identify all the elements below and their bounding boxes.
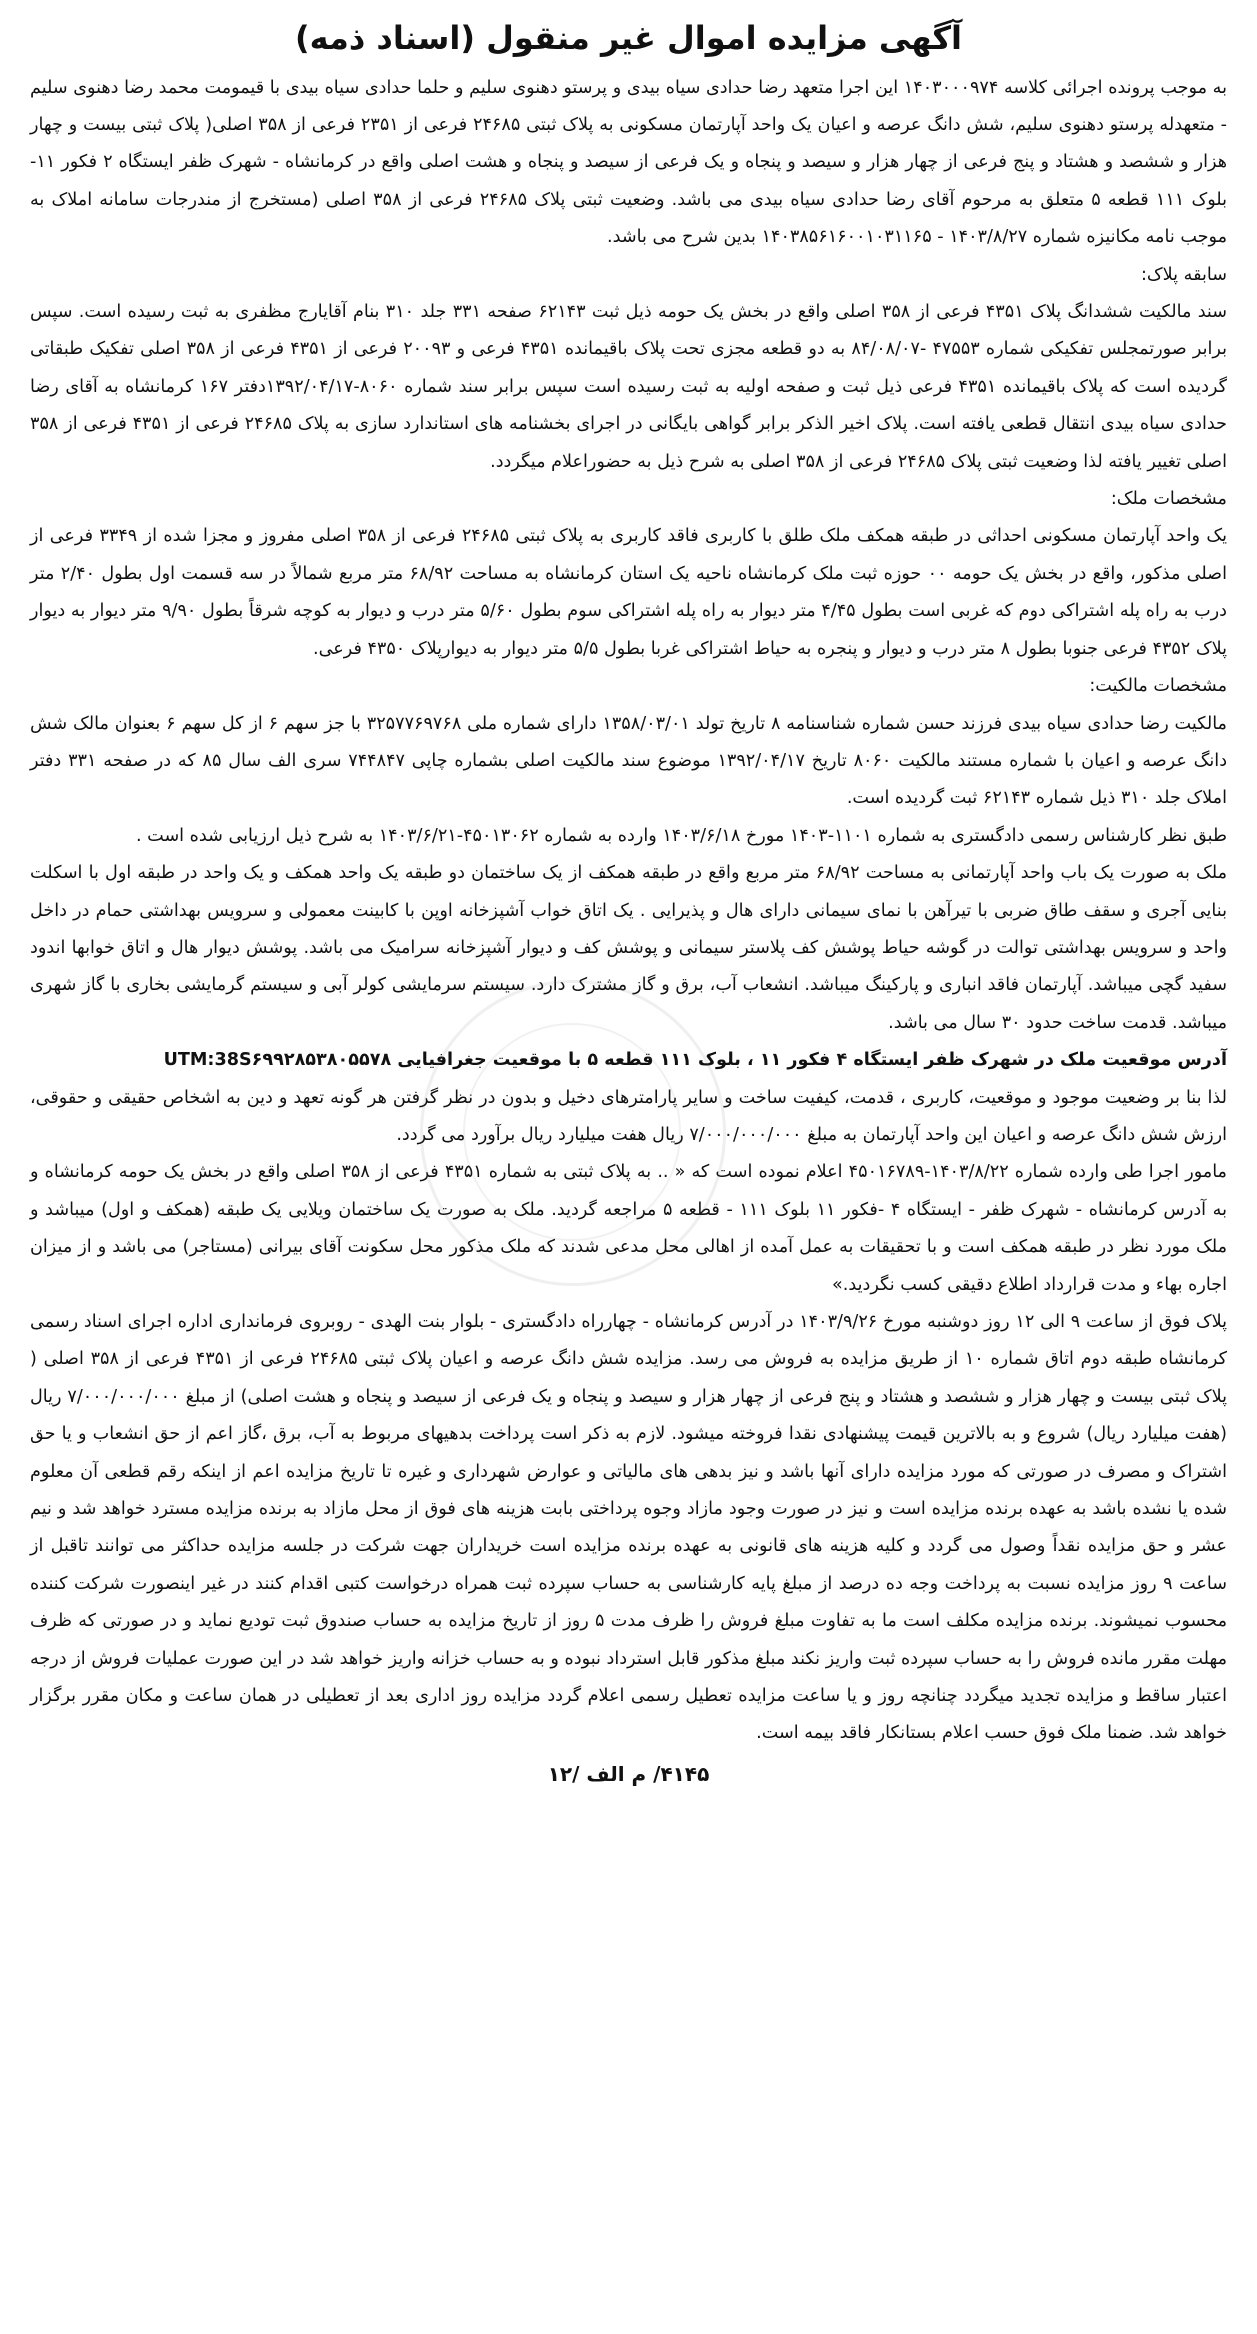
plate-history-paragraph: سند مالکیت ششدانگ پلاک ۴۳۵۱ فرعی از ۳۵۸ اصلی واقع در بخش یک حومه ذیل ثبت ۶۲۱۴۳ صفحه ۳۳۱ جلد ۳۱۰ بنام آقایارج مظفری به ثبت رسیده است. سپس برابر صورتمجلس تفکیکی شماره ۴۷۵۵۳ -۸۴/۰۸/۰۷ به دو قطعه مجزی تحت پلاک باقیمانده ۴۳۵۱ فرعی و ۲۰۰۹۳ فرعی از ۴۳۵۱ فرعی از ۳۵۸ اصلی تفکیک طبقاتی گردیده است که پلاک باقیمانده ۴۳۵۱ فرعی ذیل ثبت و صفحه اولیه به ثبت رسیده است سپس برابر سند شماره ۸۰۶۰-۱۳۹۲/۰۴/۱۷دفتر ۱۶۷ کرمانشاه به آقای رضا حدادی سیاه بیدی انتقال قطعی یافته است. پلاک اخیر الذکر برابر گواهی بایگانی در اجرای بخشنامه های استاندارد سازی به پلاک ۲۴۶۸۵ فرعی از ۴۳۵۱ فرعی از ۳۵۸ اصلی تغییر یافته لذا وضعیت ثبتی پلاک ۲۴۶۸۵ فرعی از ۳۵۸ اصلی به شرح ذیل به حضوراعلام میگردد. xyxy=(30,302,1227,472)
notice-reference-code: ۴۱۴۵/ م الف /۱۲ xyxy=(547,1761,710,1786)
plate-history-heading: سابقه پلاک: xyxy=(1141,264,1227,285)
notice-title: آگهی مزایده اموال غیر منقول (اسناد ذمه) xyxy=(295,19,962,57)
property-specs-paragraph: یک واحد آپارتمان مسکونی احداثی در طبقه همکف ملک طلق با کاربری فاقد کاربری به پلاک ثبتی ۲۴۶۸۵ فرعی از ۳۵۸ اصلی مفروز و مجزا شده از ۳۳۴۹ فرعی از اصلی مذکور، واقع در بخش یک حومه ۰۰ حوزه ثبت ملک کرمانشاه ناحیه یک استان کرمانشاه به مساحت ۶۸/۹۲ متر مربع شمالاً در سه قسمت اول بطول ۲/۴۰ متر درب به راه پله اشتراکی دوم که غربی است بطول ۴/۴۵ متر دیوار به راه پله اشتراکی سوم بطول ۵/۶۰ متر درب و دیوار به کوچه شرقاً بطول ۹/۹۰ متر دیوار به دیوار پلاک ۴۳۵۲ فرعی جنوبا بطول ۸ متر درب و دیوار و پنجره به حیاط اشتراکی غربا بطول ۵/۵ متر دیوار به دیوارپلاک ۴۳۵۰ فرعی. xyxy=(30,526,1227,659)
ownership-specs-paragraph: مالکیت رضا حدادی سیاه بیدی فرزند حسن شماره شناسنامه ۸ تاریخ تولد ۱۳۵۸/۰۳/۰۱ دارای شماره ملی ۳۲۵۷۷۶۹۷۶۸ با جز سهم ۶ از کل سهم ۶ بعنوان مالک شش دانگ عرصه و اعیان با شماره مستند مالکیت ۸۰۶۰ تاریخ ۱۳۹۲/۰۴/۱۷ موضوع سند مالکیت اصلی بشماره چاپی ۷۴۴۸۴۷ سری الف سال ۸۵ که در صفحه ۳۳۱ دفتر املاک جلد ۳۱۰ ذیل شماره ۶۲۱۴۳ ثبت گردیده است. xyxy=(30,713,1228,809)
property-description-paragraph: ملک به صورت یک باب واحد آپارتمانی به مساحت ۶۸/۹۲ متر مربع واقع در طبقه همکف از یک ساختمان دو طبقه یک واحد همکف و یک واحد در طبقه اول با اسکلت بنایی آجری و سقف طاق ضربی با تیرآهن با نمای سیمانی دارای هال و پذیرایی . یک اتاق خواب آشپزخانه اوپن با کابینت معمولی و سرویس بهداشتی حمام در داخل واحد و سرویس بهداشتی توالت در گوشه حیاط پوشش کف پلاستر سیمانی و پوشش کف و دیوار آشپزخانه سرامیک می باشد. پوشش دیوار هال و اتاق خوابها اندود سفید گچی میباشد. آپارتمان فاقد انباری و پارکینگ میباشد. انشعاب آب، برق و گاز مشترک دارد. سیستم سرمایشی کولر آبی و سیستم گرمایشی بخاری با گاز شهری میباشد. قدمت ساخت حدود ۳۰ سال می باشد. xyxy=(30,863,1228,1033)
property-address-line: آدرس موقعیت ملک در شهرک ظفر ایستگاه ۴ فکور ۱۱ ، بلوک ۱۱۱ قطعه ۵ با موقعیت جغرافیایی UTM:38S۶۹۹۲۸۵۳۸۰۵۵۷۸ xyxy=(163,1050,1227,1071)
intro-paragraph: به موجب پرونده اجرائی کلاسه ۱۴۰۳۰۰۰۹۷۴ این اجرا متعهد رضا حدادی سیاه بیدی و پرستو دهنوی سلیم و حلما حدادی سیاه بیدی با قیمومت محمد رضا دهنوی سلیم - متعهدله پرستو دهنوی سلیم، شش دانگ عرصه و اعیان یک واحد آپارتمان مسکونی به پلاک ثبتی ۲۴۶۸۵ فرعی از ۲۳۵۱ فرعی از ۳۵۸ اصلی( پلاک ثبتی بیست و چهار هزار و ششصد و هشتاد و پنج فرعی از چهار هزار و سیصد و پنجاه و یک فرعی از سیصد و پنجاه و هشت اصلی واقع در کرمانشاه - شهرک ظفر ایستگاه ۲ فکور ۱۱-بلوک ۱۱۱ قطعه ۵ متعلق به مرحوم آقای رضا حدادی سیاه بیدی می باشد. وضعیت ثبتی پلاک ۲۴۶۸۵ فرعی از ۳۵۸ اصلی (مستخرج از مندرجات سامانه املاک به موجب نامه مکانیزه شماره ۱۴۰۳/۸/۲۷ - ۱۴۰۳۸۵۶۱۶۰۰۱۰۳۱۱۶۵ بدین شرح می باشد. xyxy=(30,77,1228,248)
expert-opinion-paragraph: طبق نظر کارشناس رسمی دادگستری به شماره ۱۱۰۱-۱۴۰۳ مورخ ۱۴۰۳/۶/۱۸ وارده به شماره ۴۵۰۱۳۰۶۲-۱۴۰۳/۶/۲۱ به شرح ذیل ارزیابی شده است . xyxy=(135,825,1227,846)
enforcement-agent-report: مامور اجرا طی وارده شماره ۱۴۰۳/۸/۲۲-۴۵۰۱۶۷۸۹ اعلام نموده است که « .. به پلاک ثبتی به شماره ۴۳۵۱ فرعی از ۳۵۸ اصلی واقع در بخش یک حومه کرمانشاه و به آدرس کرمانشاه - شهرک ظفر - ایستگاه ۴ -فکور ۱۱ بلوک ۱۱۱ - قطعه ۵ مراجعه گردید. ملک به صورت یک ساختمان ویلایی یک طبقه (همکف و اول) میباشد و ملک مورد نظر در طبقه همکف است و با تحقیقات به عمل آمده از اهالی محل مدعی شدند که ملک مذکور محل سکونت آقای بیرانی (مستاجر) می باشد و از میزان اجاره بهاء و مدت قرارداد اطلاع دقیقی کسب نگردید.» xyxy=(30,1162,1228,1295)
ownership-specs-heading: مشخصات مالکیت: xyxy=(1089,676,1227,697)
valuation-paragraph: لذا بنا بر وضعیت موجود و موقعیت، کاربری ، قدمت، کیفیت ساخت و سایر پارامترهای دخیل و بدون در نظر گرفتن هر گونه تعهد و دین به اشخاص حقیقی و حقوقی، ارزش شش دانگ عرصه و اعیان این واحد آپارتمان به مبلغ ۷/۰۰۰/۰۰۰/۰۰۰ ریال هفت میلیارد ریال برآورد می گردد. xyxy=(30,1087,1227,1145)
auction-terms-paragraph: پلاک فوق از ساعت ۹ الی ۱۲ روز دوشنبه مورخ ۱۴۰۳/۹/۲۶ در آدرس کرمانشاه - چهارراه دادگستری - بلوار بنت الهدی - روبروی فرمانداری اداره اجرای اسناد رسمی کرمانشاه طبقه دوم اتاق شماره ۱۰ از طریق مزایده به فروش می رسد. مزایده شش دانگ عرصه و اعیان پلاک ثبتی ۲۴۶۸۵ فرعی از ۴۳۵۱ فرعی از ۳۵۸ اصلی ( پلاک ثبتی بیست و چهار هزار و ششصد و هشتاد و پنج فرعی از چهار هزار و سیصد و پنجاه و یک فرعی از سیصد و پنجاه و هشت اصلی) از مبلغ ۷/۰۰۰/۰۰۰/۰۰۰ ریال (هفت میلیارد ریال) شروع و به بالاترین قیمت پیشنهادی نقدا فروخته میشود. لازم به ذکر است پرداخت بدهیهای مربوط به آب، برق ،گاز اعم از حق انشعاب و یا حق اشتراک و مصرف در صورتی که مورد مزایده دارای آنها باشد و نیز بدهی های مالیاتی و عوارض شهرداری و غیره تا تاریخ مزایده اعم از اینکه رقم قطعی آن معلوم شده یا نشده باشد به عهده برنده مزایده است و نیز در صورت وجود مازاد وجوه پرداختی بابت هزینه های فوق از محل مازاد به برنده مزایده مسترد خواهد شد و نیم عشر و حق مزایده نقداً وصول می گردد و کلیه هزینه های قانونی به عهده برنده مزایده است خریداران جهت شرکت در جلسه مزایده حداکثر می توانند تاقبل از ساعت ۹ روز مزایده نسبت به پرداخت وجه ده درصد از مبلغ پایه کارشناسی به حساب سپرده ثبت همراه درخواست کتبی اقدام کنند در غیر اینصورت شرکت کننده محسوب نمیشوند. برنده مزایده مکلف است ما به تفاوت مبلغ فروش را ظرف مدت ۵ روز از تاریخ مزایده به حساب صندوق ثبت تودیع نماید و در صورتی که ظرف مهلت مقرر مانده فروش را به حساب سپرده ثبت واریز نکند مبلغ مذکور قابل استرداد نبوده و به حساب خزانه واریز خواهد شد در این صورت عملیات فروش از درجه اعتبار ساقط و مزایده تجدید میگردد چنانچه روز و یا ساعت مزایده تعطیل رسمی اعلام گردد مزایده روز اداری بعد از تعطیلی در همان ساعت و مکان مقرر برگزار خواهد شد. ضمنا ملک فوق حسب اعلام بستانکار فاقد بیمه است. xyxy=(30,1312,1227,1744)
property-specs-heading: مشخصات ملک: xyxy=(1110,489,1227,510)
